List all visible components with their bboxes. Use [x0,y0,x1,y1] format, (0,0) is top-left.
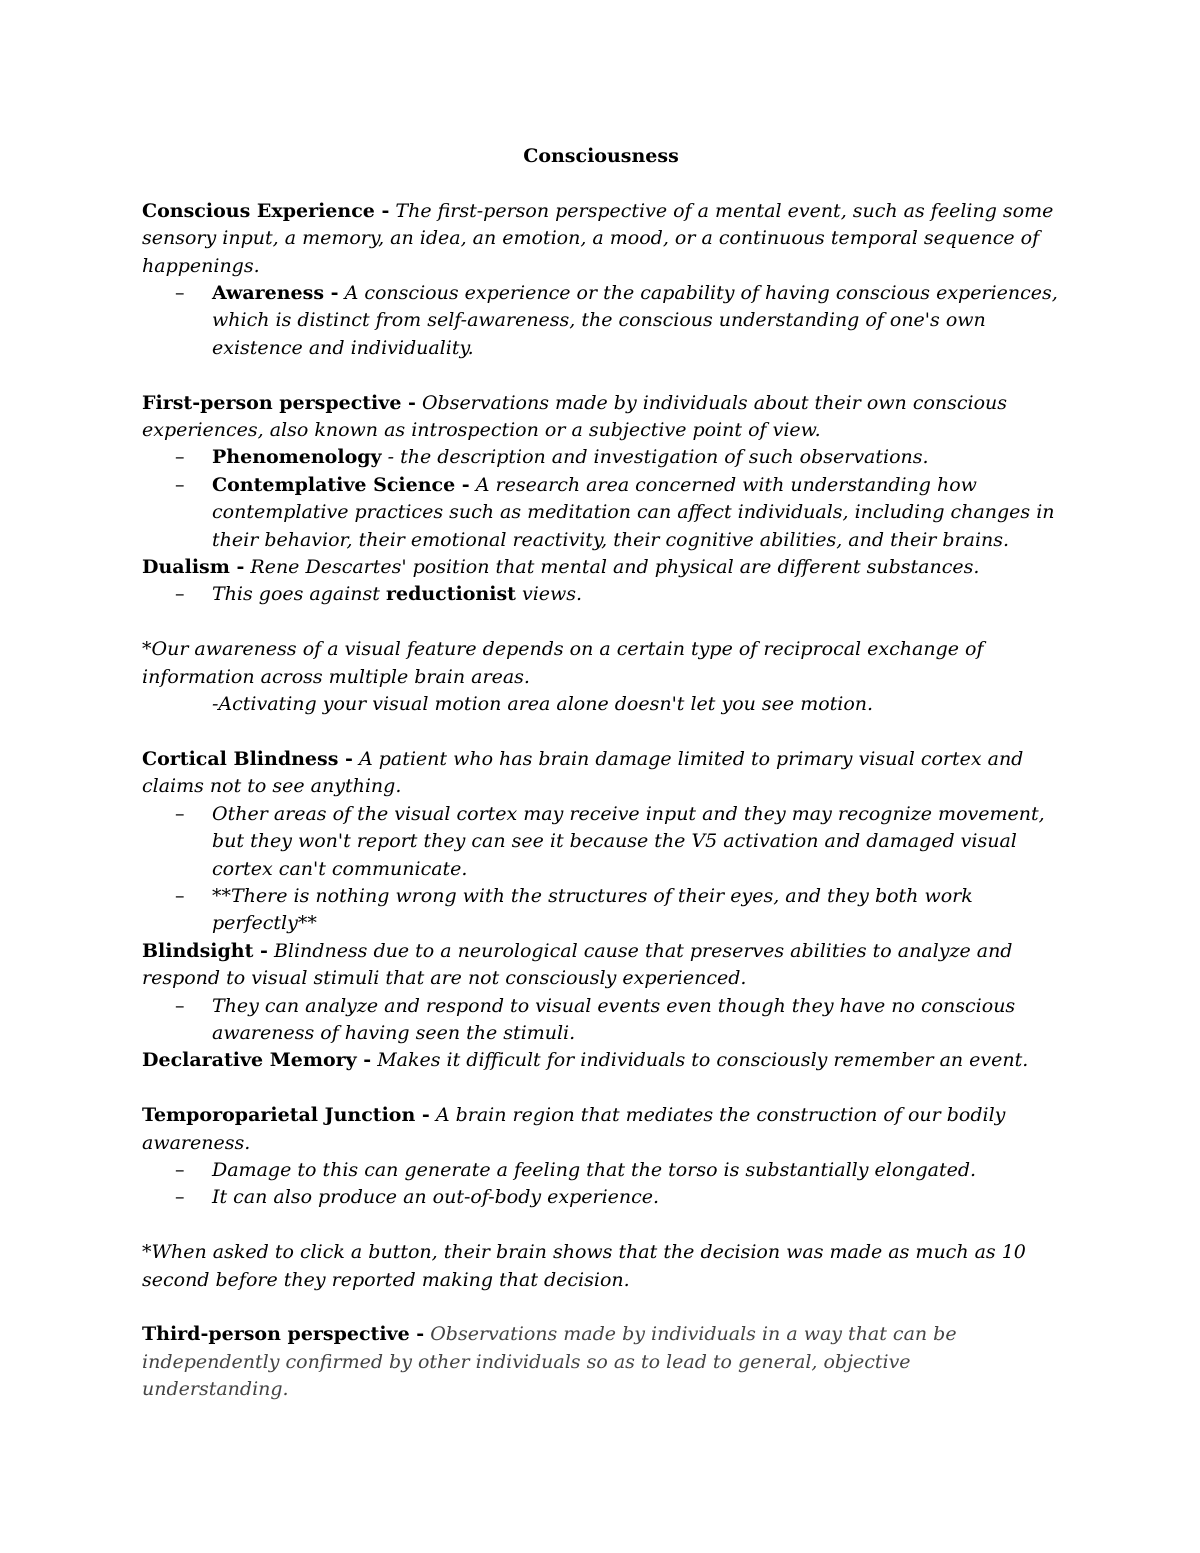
definition-blindsight: Blindness due to a neurological cause that preserves abilities to analyze and respond to visual stimuli that are not consciously experienced. [142,939,1013,990]
entry-blindsight [142,938,1060,993]
term-phenomenology: Phenomenology [212,446,382,469]
term-dualism: Dualism - [142,556,245,579]
term-tpj: Temporoparietal Junction - [142,1104,430,1127]
spacer [142,609,1060,636]
term-awareness: Awareness - [212,282,339,305]
note-decision: *When asked to click a button, their brain shows that the decision was made as much as 10 second before they reported making that decision. [142,1241,1026,1291]
spacer [142,362,1060,389]
list-dualism [142,581,1060,608]
definition-declarative-memory: Makes it difficult for individuals to consciously remember an event. [377,1049,1029,1072]
definition-conscious-experience: The first-person perspective of a mental event, such as feeling some sensory input, a memory, an idea, an emotion, a mood, or a continuous temporal sequence of happenings. [142,199,1054,277]
definition-dualism: Rene Descartes' position that mental and physical are different substances. [250,556,980,579]
entry-tpj [142,1102,1060,1157]
list-item: – Other areas of the visual cortex may receive input and they may recognize movement, but they won't report they can see it because the V5 activation and damaged visual cortex can't communicate. [212,801,1060,883]
entry-first-person [142,390,1060,445]
term-blindsight: Blindsight - [142,939,268,962]
reductionist-keyword: reductionist [385,583,516,606]
entry-cortical-blindness [142,746,1060,801]
term-contemplative-science: Contemplative Science - [212,473,470,496]
list-item-awareness [212,280,1060,362]
term-third-person: Third-person perspective - [142,1323,425,1346]
reductionist-suffix: views. [521,583,583,606]
definition-awareness: A conscious experience or the capability of having conscious experiences, which is distinct from self-awareness, the conscious understanding of one's own existence and individuality. [212,282,1058,359]
note-awareness: *Our awareness of a visual feature depends on a certain type of reciprocal exchange of information across multiple brain areas. [142,638,984,688]
page-title: Consciousness [523,145,679,167]
list-item: – **There is nothing wrong with the structures of their eyes, and they both work perfectly** [212,883,1060,938]
entry-conscious-experience [142,198,1060,280]
definition-first-person: Observations made by individuals about their own conscious experiences, also known as introspection or a subjective point of view. [142,391,1008,442]
note-awareness-sub: -Activating your visual motion area alone doesn't let you see motion. [212,693,874,716]
term-conscious-experience: Conscious Experience - [142,199,390,222]
entry-dualism [142,554,1060,581]
spacer [142,1294,1060,1321]
entry-declarative-memory [142,1047,1060,1074]
definition-tpj: A brain region that mediates the construction of our bodily awareness. [142,1104,1006,1154]
list-conscious-experience [142,280,1060,362]
list-item-contemplative-science [212,472,1060,554]
spacer [142,1212,1060,1239]
entry-third-person [142,1321,1060,1403]
term-declarative-memory: Declarative Memory - [142,1049,372,1072]
list-item-phenomenology [212,444,1060,471]
definition-contemplative-science: A research area concerned with understanding how contemplative practices such as meditation can affect individuals, including changes in their behavior, their emotional reactivity, their cognitive abilities, and their brains. [212,473,1055,551]
list-cortical-blindness [142,801,1060,938]
spacer [142,718,1060,745]
reductionist-prefix: This goes against [212,583,380,606]
spacer [142,1075,1060,1102]
list-first-person [142,444,1060,554]
definition-third-person: Observations made by individuals in a way that can be independently confirmed by other individuals so as to lead to general, objective understanding. [142,1323,957,1401]
term-cortical-blindness: Cortical Blindness - [142,747,353,770]
list-item: – Damage to this can generate a feeling that the torso is substantially elongated. [212,1157,1060,1184]
term-first-person: First-person perspective - [142,391,416,414]
list-tpj [142,1157,1060,1212]
list-item: – They can analyze and respond to visual events even though they have no conscious awareness of having seen the stimuli. [212,993,1060,1048]
definition-phenomenology: - the description and investigation of such observations. [387,446,929,469]
list-blindsight [142,993,1060,1048]
list-item-reductionist [212,581,1060,608]
list-item: – It can also produce an out-of-body experience. [212,1184,1060,1211]
definition-cortical-blindness: A patient who has brain damage limited to primary visual cortex and claims not to see anything. [142,747,1024,798]
